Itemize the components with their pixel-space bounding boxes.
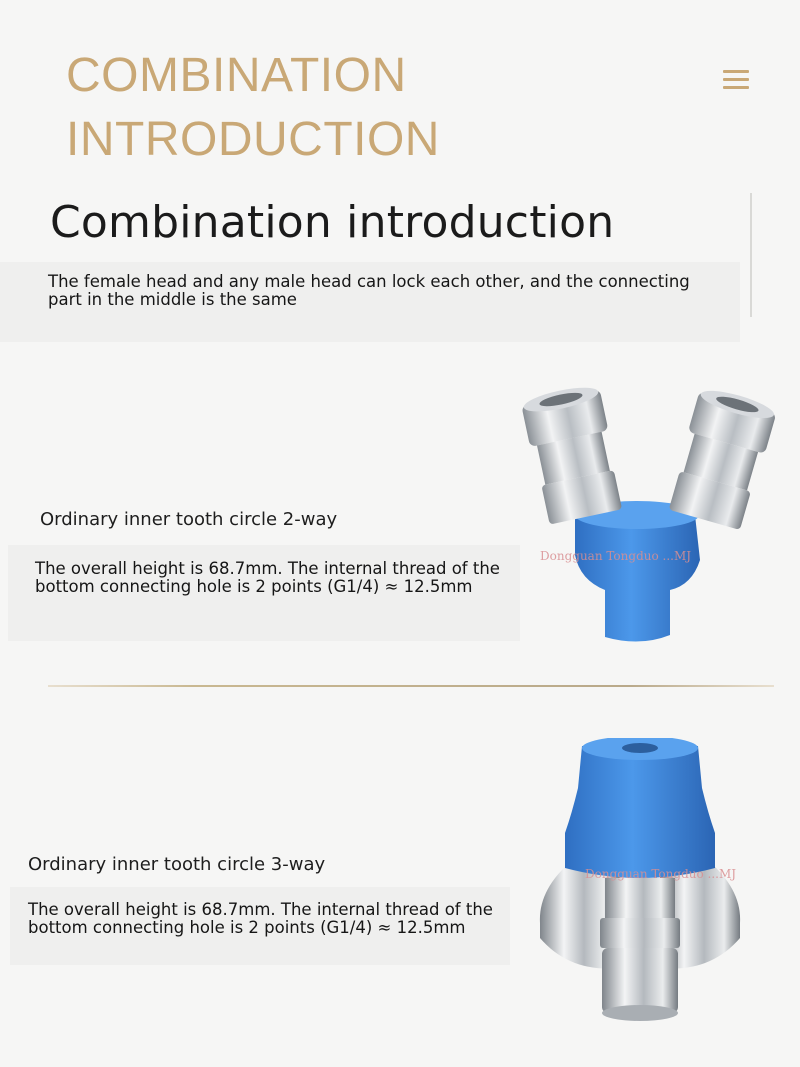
product-description-3-way: The overall height is 68.7mm. The internal thread of the bottom connecting hole is 2 points (G1/4) ≈ 12.5mm xyxy=(28,900,493,937)
divider-vertical xyxy=(750,193,752,317)
watermark-2-way: Dongguan Tongduo ...MJ xyxy=(540,549,692,563)
section-heading: Combination introduction xyxy=(50,197,615,248)
two-way-connector-image xyxy=(520,385,790,655)
section-divider xyxy=(48,685,774,687)
hamburger-menu-icon[interactable] xyxy=(723,70,749,94)
product-description-2-way: The overall height is 68.7mm. The internal thread of the bottom connecting hole is 2 points (G1/4) ≈ 12.5mm xyxy=(35,559,500,596)
page-title-line1: COMBINATION xyxy=(66,49,407,102)
intro-description: The female head and any male head can lock each other, and the connecting part in the middle is the same xyxy=(48,272,690,309)
watermark-3-way: Dongguan Tongduo ...MJ xyxy=(585,867,737,881)
product-name-2-way: Ordinary inner tooth circle 2-way xyxy=(40,509,338,530)
page-title-line2: INTRODUCTION xyxy=(66,113,440,166)
product-name-3-way: Ordinary inner tooth circle 3-way xyxy=(28,854,326,875)
